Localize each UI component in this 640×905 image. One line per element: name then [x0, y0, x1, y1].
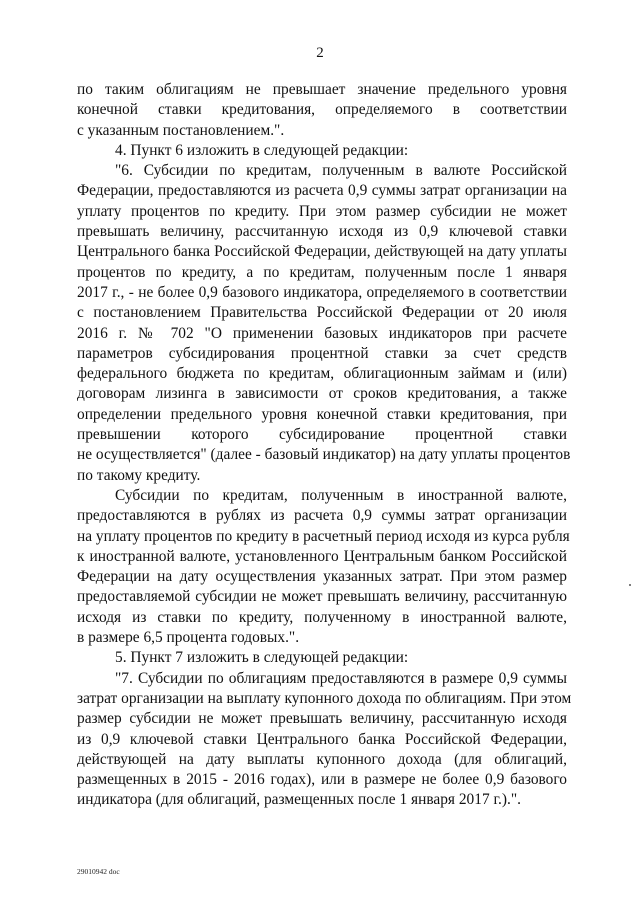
text-line: процентов по кредиту, а по кредитам, полученным после 1 января	[77, 263, 567, 281]
text-line: федерального бюджета по кредитам, облигационным займам и (или)	[77, 365, 567, 383]
text-line: Субсидии по кредитам, полученным в иностранной валюте,	[115, 486, 567, 504]
text-line: параметров субсидирования процентной ставки за счет средств	[77, 344, 567, 362]
text-line: 4. Пункт 6 изложить в следующей редакции:	[115, 141, 409, 159]
paragraph	[77, 669, 572, 811]
text-line: индикатора (для облигаций, размещенных после 1 января 2017 г.).".	[77, 791, 522, 809]
text-line: размещенных в 2015 - 2016 годах), или в размере не более 0,9 базового	[77, 771, 567, 789]
text-line: размер субсидии не может превышать величину, рассчитанную исходя	[77, 710, 567, 728]
text-line: исходя из ставки по кредиту, полученному в иностранной валюте,	[77, 608, 567, 626]
text-line: действующей на дату выплаты купонного дохода (для облигаций,	[77, 750, 567, 768]
text-line: предоставляемой субсидии не может превышать величину, рассчитанную	[77, 588, 567, 606]
text-line: 2016 г. № 702 "О применении базовых индикаторов при расчете	[77, 324, 567, 342]
text-line: конечной ставки кредитования, определяемого в соответствии	[77, 101, 567, 119]
text-line: Федерации на дату осуществления указанных затрат. При этом размер	[77, 568, 567, 586]
paragraph	[77, 486, 570, 648]
text-line: на уплату процентов по кредиту в расчетный период исходя из курса рубля	[77, 527, 570, 545]
paragraph	[77, 648, 567, 668]
text-line: "6. Субсидии по кредитам, полученным в валюте Российской	[115, 162, 567, 180]
text-line: не осуществляется" (далее - базовый индикатор) на дату уплаты процентов	[77, 446, 571, 464]
text-line: из 0,9 ключевой ставки Центрального банка Российской Федерации,	[77, 730, 567, 748]
text-line: затрат организации на выплату купонного дохода по облигациям. При этом	[77, 689, 572, 707]
text-line: с указанным постановлением.".	[77, 121, 285, 139]
text-line: Федерации, предоставляются из расчета 0,9 суммы затрат организации на	[77, 182, 567, 200]
paragraph	[77, 141, 567, 161]
text-line: Центрального банка Российской Федерации, действующей на дату уплаты	[77, 243, 567, 261]
text-line: по таким облигациям не превышает значение предельного уровня	[77, 81, 567, 98]
footer-file-code: 29010942 doc	[77, 867, 120, 876]
document-body	[77, 80, 572, 811]
text-line: превышать величину, рассчитанную исходя из 0,9 ключевой ставки	[77, 223, 567, 241]
text-line: превышении которого субсидирование процентной ставки	[77, 426, 567, 444]
text-line: определении предельного уровня конечной ставки кредитования, при	[77, 405, 567, 423]
paragraph	[77, 80, 567, 141]
text-line: "7. Субсидии по облигациям предоставляются в размере 0,9 суммы	[115, 669, 567, 687]
text-line: 2017 г., - не более 0,9 базового индикатора, определяемого в соответствии	[77, 283, 567, 301]
paragraph	[77, 161, 571, 486]
text-line: договорам лизинга в зависимости от сроков кредитования, а также	[77, 385, 567, 403]
text-line: предоставляются в рублях из расчета 0,9 суммы затрат организации	[77, 507, 567, 525]
text-line: уплату процентов по кредиту. При этом размер субсидии не может	[77, 202, 567, 220]
text-line: к иностранной валюте, установленного Центральным банком Российской	[77, 547, 567, 565]
page-number: 2	[316, 45, 324, 61]
text-line: 5. Пункт 7 изложить в следующей редакции:	[115, 649, 409, 667]
text-line: по такому кредиту.	[77, 466, 201, 484]
scan-artifact-dot	[629, 584, 631, 586]
text-line: в размере 6,5 процента годовых.".	[77, 629, 300, 647]
text-line: с постановлением Правительства Российской Федерации от 20 июля	[77, 304, 567, 322]
